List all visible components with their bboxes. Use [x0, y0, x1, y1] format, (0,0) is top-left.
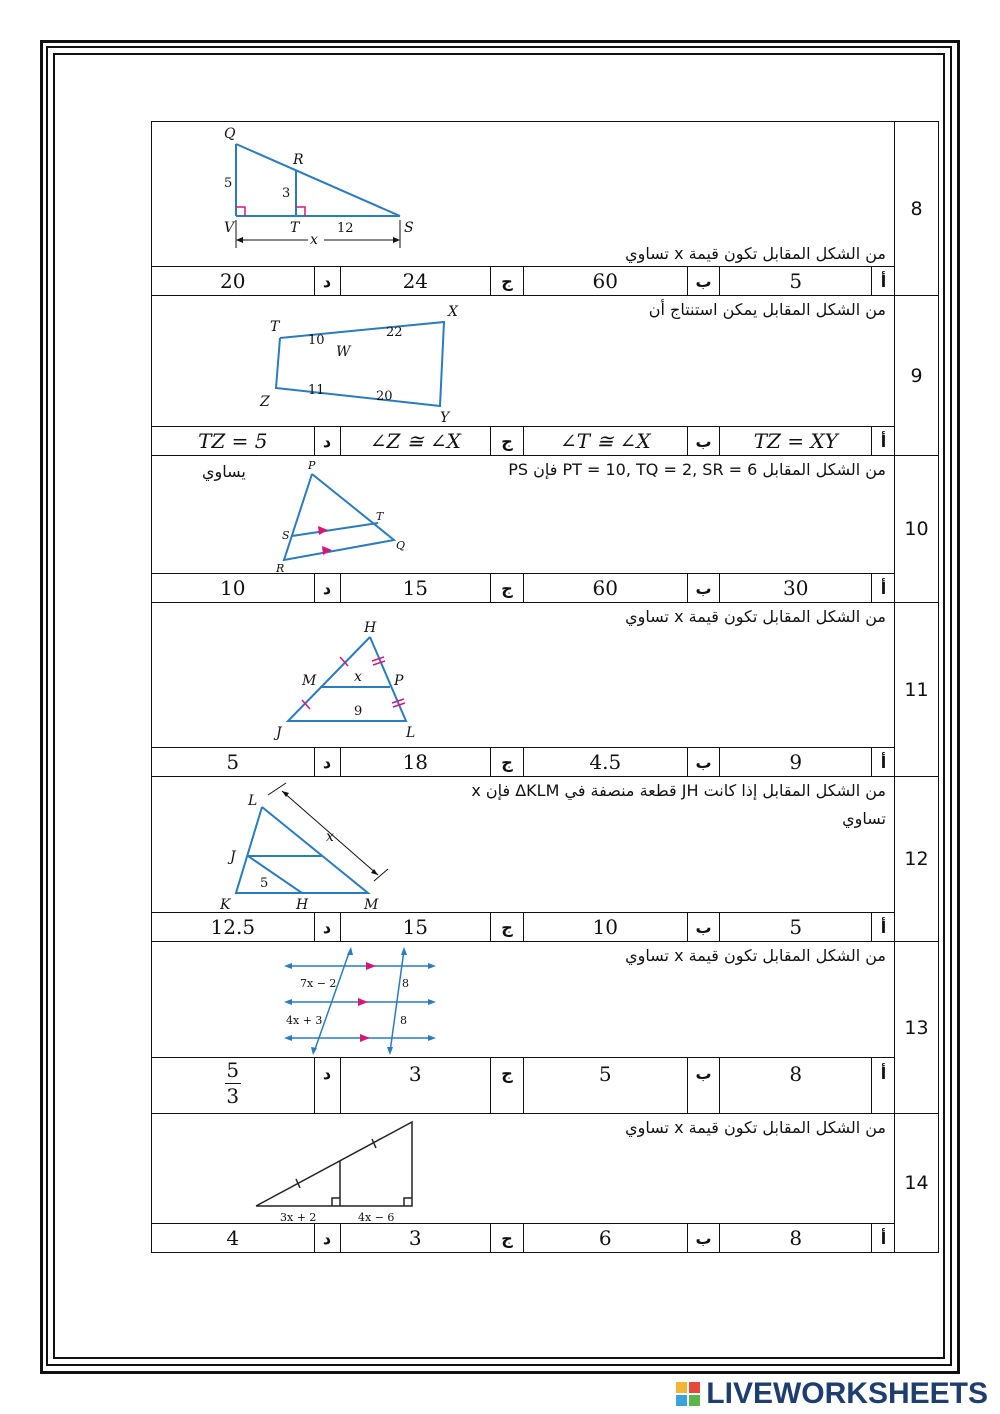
answer-row [152, 747, 895, 776]
fig-label: T [270, 319, 280, 335]
option-c-value[interactable]: ∠Z ≅ ∠X [341, 427, 492, 455]
fig-label: 7x − 2 [300, 977, 337, 990]
fig-label: 5 [224, 176, 233, 191]
option-b-value[interactable]: 60 [524, 574, 688, 602]
answer-row [152, 912, 895, 941]
option-b-label: ب [688, 267, 721, 295]
option-d-value[interactable]: 10 [152, 574, 315, 602]
question-number: 14 [894, 1114, 938, 1252]
fig-label: L [248, 793, 258, 809]
fig-label: T [290, 220, 300, 236]
question-number: 8 [894, 122, 938, 295]
option-c-value[interactable]: 3 [341, 1224, 492, 1252]
option-d-value[interactable]: TZ = 5 [152, 427, 315, 455]
question-stem-line2: تساوي [842, 809, 886, 828]
option-d-label: د [315, 427, 341, 455]
fig-label: x [354, 669, 362, 685]
option-b-label: ب [688, 913, 721, 941]
fig-label: 8 [402, 977, 409, 990]
option-c-value[interactable]: 15 [341, 574, 492, 602]
fig-label: R [293, 152, 304, 168]
fig-label: J [230, 849, 236, 865]
option-b-label: ب [688, 748, 721, 776]
question-number: 12 [894, 777, 938, 941]
fig-label: P [308, 459, 316, 472]
option-a-label: أ [880, 271, 887, 291]
question-stem: من الشكل المقابل يمكن استنتاج أن [648, 300, 886, 319]
option-a-value[interactable]: 30 [720, 574, 872, 602]
option-c-label: ج [491, 913, 524, 941]
answer-row [152, 426, 895, 455]
option-b-value[interactable]: 4.5 [524, 748, 688, 776]
figure-midsegment-triangle [270, 617, 430, 745]
question-number: 10 [894, 456, 938, 602]
option-d-value[interactable]: 5 [152, 748, 315, 776]
question-8 [151, 121, 939, 296]
option-d-label: د [315, 574, 341, 602]
option-b-label: ب [688, 1224, 721, 1252]
question-13 [151, 941, 939, 1114]
fig-label: W [336, 344, 351, 360]
question-stem: من الشكل المقابل PT = 10, TQ = 2, SR = 6 فإن PS [508, 460, 886, 479]
question-number: 13 [894, 942, 938, 1113]
fraction-denominator: 3 [226, 1084, 240, 1108]
option-b-label: ب [688, 1058, 721, 1113]
fig-label: P [394, 673, 404, 689]
fig-label: Z [260, 394, 270, 410]
fig-label: Y [440, 410, 450, 426]
fig-label: H [296, 897, 309, 913]
fig-label: 11 [308, 383, 325, 398]
option-c-value[interactable]: 15 [341, 913, 492, 941]
option-c-value[interactable]: 24 [341, 267, 492, 295]
question-stem: من الشكل المقابل تكون قيمة x تساوي [625, 946, 886, 965]
fig-label: 22 [386, 325, 403, 340]
option-d-label: د [315, 1058, 341, 1113]
option-d-label: د [315, 267, 341, 295]
question-11 [151, 602, 939, 777]
option-d-label: د [315, 1224, 341, 1252]
option-b-value[interactable]: 5 [524, 1058, 688, 1113]
option-c-label: ج [491, 574, 524, 602]
logo-icon [676, 1382, 700, 1406]
fig-label: H [364, 620, 377, 636]
option-c-label: ج [491, 267, 524, 295]
option-b-value[interactable]: ∠T ≅ ∠X [524, 427, 688, 455]
fig-label: V [224, 220, 235, 236]
answer-row [152, 266, 895, 295]
option-a-value[interactable]: 8 [720, 1058, 872, 1113]
fig-label: Q [396, 539, 406, 552]
figure-similar-right-triangles [212, 124, 442, 254]
fig-label: x [310, 232, 318, 248]
option-a-label: أ [880, 1228, 887, 1248]
option-a-label: أ [880, 1064, 887, 1083]
option-a-label: أ [880, 917, 887, 937]
option-c-value[interactable]: 18 [341, 748, 492, 776]
fig-label: S [282, 529, 290, 542]
question-10 [151, 455, 939, 603]
option-b-value[interactable]: 6 [524, 1224, 688, 1252]
fig-label: M [302, 673, 317, 689]
answer-row [152, 573, 895, 602]
fig-label: J [276, 725, 282, 741]
option-d-value[interactable]: 4 [152, 1224, 315, 1252]
fig-label: 9 [354, 704, 363, 719]
fig-label: 20 [376, 389, 393, 404]
option-c-value[interactable]: 3 [341, 1058, 492, 1113]
option-a-label: أ [880, 752, 887, 772]
question-number: 9 [894, 296, 938, 455]
answer-row [152, 1223, 895, 1252]
option-b-value[interactable]: 60 [524, 267, 688, 295]
question-number: 11 [894, 603, 938, 776]
option-d-value[interactable] [152, 1058, 315, 1113]
question-stem-end: يساوي [202, 462, 246, 481]
question-9 [151, 295, 939, 456]
option-a-label: أ [880, 578, 887, 598]
liveworksheets-logo[interactable] [676, 1377, 988, 1411]
option-b-value[interactable]: 10 [524, 913, 688, 941]
option-d-label: د [315, 748, 341, 776]
fig-label: K [220, 897, 231, 913]
answer-row [152, 1057, 895, 1113]
fig-label: Q [224, 126, 236, 142]
fig-label: 8 [400, 1014, 407, 1027]
figure-triangle-segments [214, 781, 394, 915]
fig-label: 3x + 2 [280, 1211, 317, 1224]
fig-label: L [406, 725, 416, 741]
fraction [225, 1060, 241, 1107]
option-c-label: ج [491, 748, 524, 776]
question-stem: من الشكل المقابل تكون قيمة x تساوي [625, 1118, 886, 1137]
fig-label: M [364, 897, 379, 913]
option-c-label: ج [491, 1224, 524, 1252]
option-d-value[interactable]: 12.5 [152, 913, 315, 941]
question-stem: من الشكل المقابل تكون قيمة x تساوي [625, 607, 886, 626]
question-14 [151, 1113, 939, 1253]
option-d-label: د [315, 913, 341, 941]
fig-label: x [326, 829, 334, 845]
question-12 [151, 776, 939, 942]
fig-label: 4x − 6 [358, 1211, 395, 1224]
fraction-numerator: 5 [226, 1058, 240, 1082]
option-b-label: ب [688, 427, 721, 455]
figure-right-triangle-split [252, 1118, 422, 1226]
option-a-label: أ [880, 431, 887, 451]
option-a-value[interactable]: 5 [720, 913, 872, 941]
option-b-label: ب [688, 574, 721, 602]
fig-label: T [376, 510, 384, 523]
option-a-value[interactable]: TZ = XY [720, 427, 872, 455]
option-a-value[interactable]: 9 [720, 748, 872, 776]
option-d-value[interactable]: 20 [152, 267, 315, 295]
figure-parallel-lines-transversals [272, 946, 442, 1058]
question-stem: من الشكل المقابل إذا كانت JH قطعة منصفة في ΔKLM فإن x [471, 781, 886, 800]
fig-label: 3 [282, 186, 291, 201]
fig-label: 4x + 3 [286, 1014, 323, 1027]
fig-label: X [448, 304, 458, 320]
option-c-label: ج [491, 427, 524, 455]
fig-label: 10 [308, 333, 325, 348]
fig-label: 12 [337, 221, 354, 236]
question-stem: من الشكل المقابل تكون قيمة x تساوي [625, 244, 886, 263]
figure-bowtie-triangles [252, 300, 472, 426]
fig-label: 5 [260, 876, 269, 891]
option-a-value[interactable]: 8 [720, 1224, 872, 1252]
option-c-label: ج [491, 1058, 524, 1113]
option-a-value[interactable]: 5 [720, 267, 872, 295]
brand-name: LIVEWORKSHEETS [706, 1377, 988, 1410]
fig-label: R [276, 562, 285, 575]
figure-triangle-parallel [270, 458, 410, 576]
fig-label: S [404, 220, 414, 236]
